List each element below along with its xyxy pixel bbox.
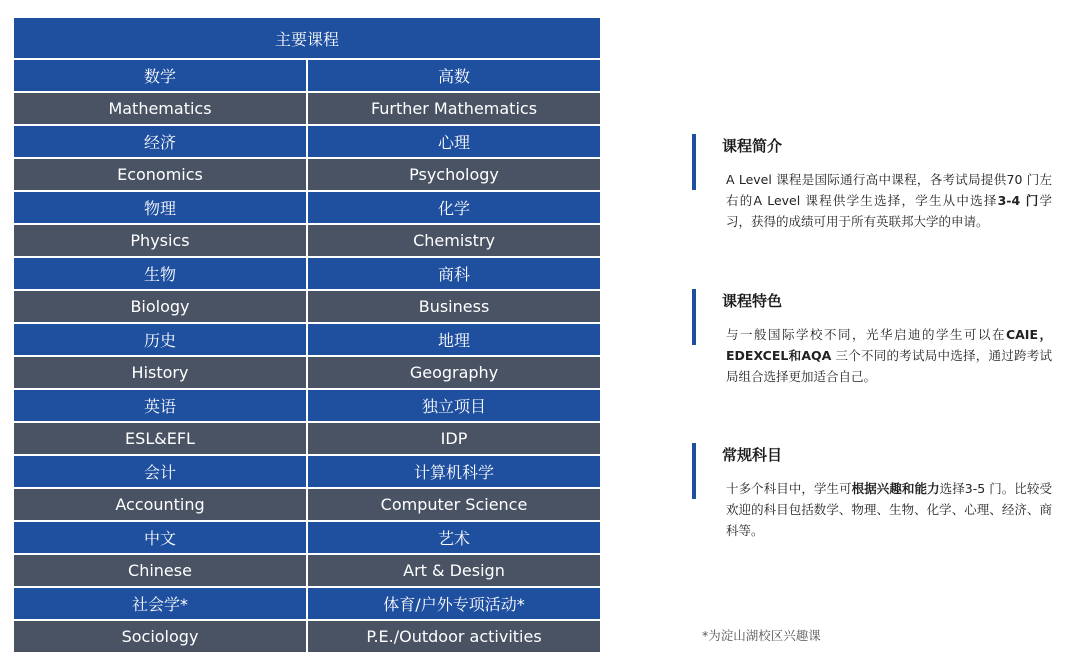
course-cell-right: 化学 xyxy=(307,191,601,224)
section-title: 常规科目 xyxy=(722,446,783,464)
table-row xyxy=(13,422,601,455)
course-cell-right: Geography xyxy=(307,356,601,389)
course-cell-left: 生物 xyxy=(13,257,307,290)
course-cell-right: 高数 xyxy=(307,59,601,92)
table-row xyxy=(13,59,601,92)
course-cell-right: 体育/户外专项活动* xyxy=(307,587,601,620)
section-text: A Level 课程是国际通行高中课程，各考试局提供70 门左右的A Level 课程供学生选择，学生从中选择3-4 门学习，获得的成绩可用于所有英联邦大学的申请。 xyxy=(726,172,1052,229)
table-row xyxy=(13,554,601,587)
section-text: 与一般国际学校不同，光华启迪的学生可以在CAIE，EDEXCEL和AQA 三个不同的考试局中选择，通过跨考试局组合选择更加适合自己。 xyxy=(726,327,1052,384)
section-text: 十多个科目中，学生可根据兴趣和能力选择3-5 门。比较受欢迎的科目包括数学、物理、生物、化学、心理、经济、商科等。 xyxy=(726,481,1052,538)
table-row xyxy=(13,158,601,191)
course-cell-left: ESL&EFL xyxy=(13,422,307,455)
course-cell-right: Art & Design xyxy=(307,554,601,587)
course-cell-left: 经济 xyxy=(13,125,307,158)
course-cell-left: 物理 xyxy=(13,191,307,224)
table-header: 主要课程 xyxy=(13,17,601,59)
section-accent-bar xyxy=(692,443,696,499)
table-row xyxy=(13,92,601,125)
table-row xyxy=(13,587,601,620)
course-cell-left: 数学 xyxy=(13,59,307,92)
section-course-features xyxy=(692,289,1054,389)
table-header-row xyxy=(13,17,601,59)
course-cell-right: 计算机科学 xyxy=(307,455,601,488)
table-row xyxy=(13,290,601,323)
course-cell-left: 中文 xyxy=(13,521,307,554)
table-row xyxy=(13,356,601,389)
course-cell-right: 商科 xyxy=(307,257,601,290)
section-regular-subjects xyxy=(692,443,1054,543)
course-cell-right: Computer Science xyxy=(307,488,601,521)
table-row xyxy=(13,389,601,422)
course-cell-left: 会计 xyxy=(13,455,307,488)
course-cell-right: 心理 xyxy=(307,125,601,158)
table-row xyxy=(13,620,601,653)
section-course-intro xyxy=(692,134,1054,234)
course-table-body xyxy=(13,59,601,653)
table-row xyxy=(13,224,601,257)
table-row xyxy=(13,521,601,554)
course-cell-left: Accounting xyxy=(13,488,307,521)
section-accent-bar xyxy=(692,289,696,345)
section-title: 课程简介 xyxy=(722,137,783,155)
table-row xyxy=(13,191,601,224)
table-row xyxy=(13,455,601,488)
course-cell-left: 历史 xyxy=(13,323,307,356)
section-title: 课程特色 xyxy=(722,292,783,310)
section-accent-bar xyxy=(692,134,696,190)
course-cell-right: Psychology xyxy=(307,158,601,191)
course-cell-left: Chinese xyxy=(13,554,307,587)
course-cell-right: 独立项目 xyxy=(307,389,601,422)
table-row xyxy=(13,125,601,158)
footnote: *为淀山湖校区兴趣课 xyxy=(702,628,821,643)
course-cell-left: 英语 xyxy=(13,389,307,422)
course-cell-left: Biology xyxy=(13,290,307,323)
course-cell-right: P.E./Outdoor activities xyxy=(307,620,601,653)
course-cell-right: 艺术 xyxy=(307,521,601,554)
course-cell-right: Business xyxy=(307,290,601,323)
table-row xyxy=(13,323,601,356)
course-cell-right: 地理 xyxy=(307,323,601,356)
course-table xyxy=(12,16,602,654)
course-cell-right: IDP xyxy=(307,422,601,455)
table-row xyxy=(13,488,601,521)
course-cell-left: 社会学* xyxy=(13,587,307,620)
table-row xyxy=(13,257,601,290)
course-cell-left: Sociology xyxy=(13,620,307,653)
course-cell-left: Mathematics xyxy=(13,92,307,125)
course-cell-left: History xyxy=(13,356,307,389)
course-cell-right: Chemistry xyxy=(307,224,601,257)
course-cell-left: Physics xyxy=(13,224,307,257)
course-cell-right: Further Mathematics xyxy=(307,92,601,125)
course-cell-left: Economics xyxy=(13,158,307,191)
